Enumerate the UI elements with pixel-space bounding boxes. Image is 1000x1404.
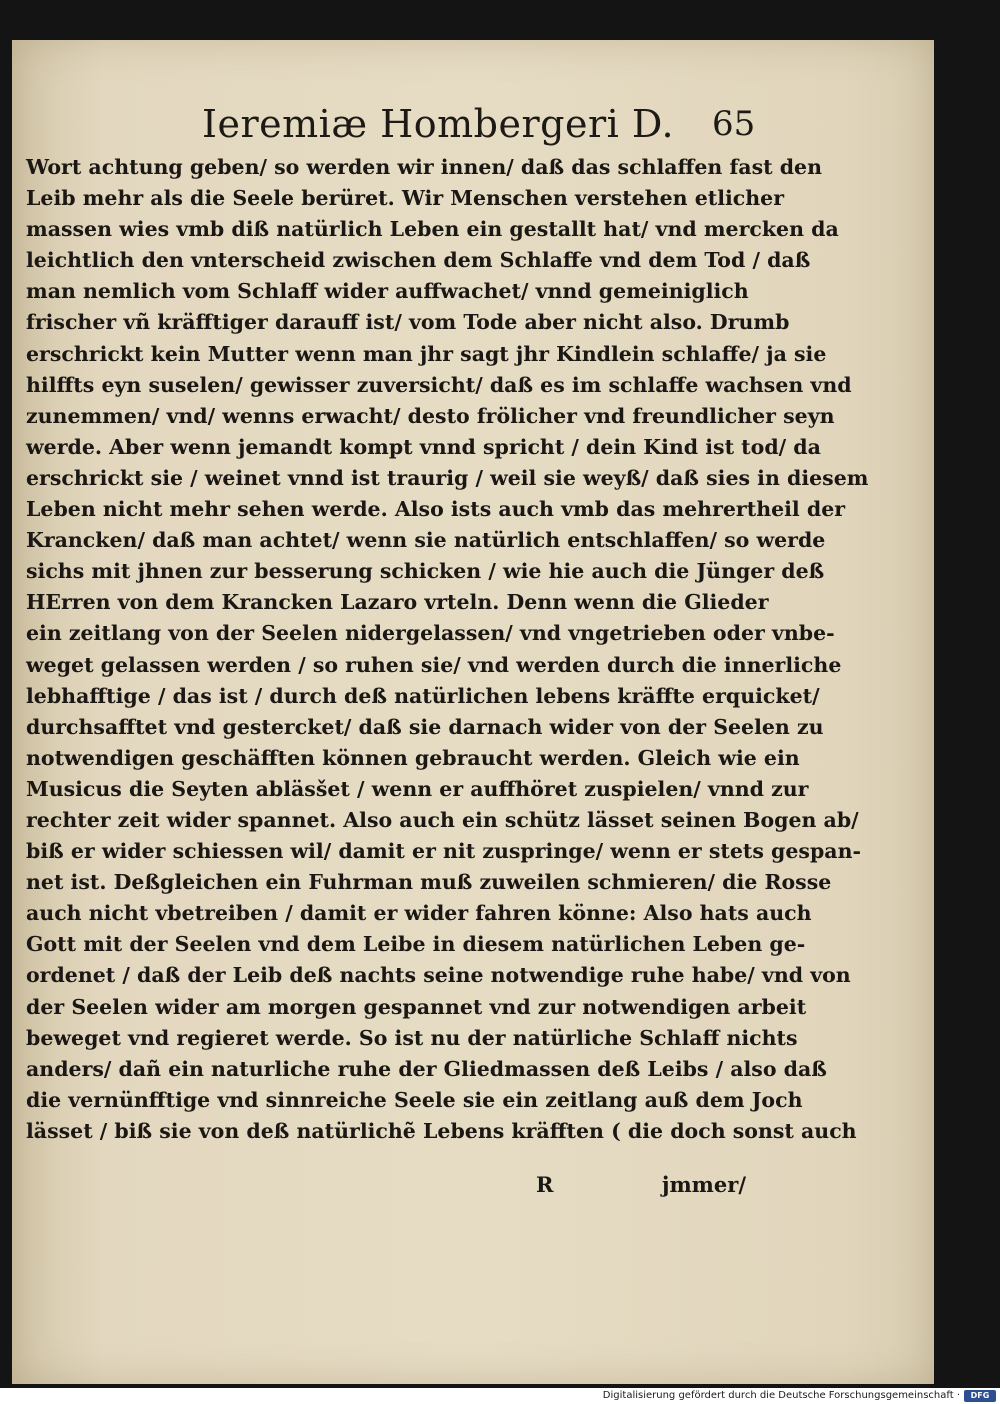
funding-credit: Digitalisierung gefördert durch die Deutsche Forschungsgemeinschaft · bbox=[602, 1390, 960, 1401]
signature-mark: R bbox=[536, 1172, 554, 1197]
text-line: net ist. Deßgleichen ein Fuhrman muß zuweilen schmieren/ die Rosse bbox=[26, 870, 832, 895]
body-text bbox=[26, 152, 869, 1147]
text-line: erschrickt kein Mutter wenn man jhr sagt jhr Kindlein schlaffe/ ja sie bbox=[26, 341, 827, 366]
text-line: zunemmen/ vnd/ wenns erwacht/ desto frölicher vnd freundlicher seyn bbox=[26, 403, 835, 428]
text-line: weget gelassen werden / so ruhen sie/ vnd werden durch die innerliche bbox=[26, 652, 842, 677]
text-line: ein zeitlang von der Seelen nidergelassen/ vnd vngetrieben oder vnbe- bbox=[26, 621, 835, 646]
text-line: Leib mehr als die Seele berüret. Wir Menschen verstehen etlicher bbox=[26, 186, 785, 211]
text-line: auch nicht vbetreiben / damit er wider fahren könne: Also hats auch bbox=[26, 901, 812, 926]
text-line: Gott mit der Seelen vnd dem Leibe in diesem natürlichen Leben ge- bbox=[26, 932, 806, 957]
text-line: massen wies vmb diß natürlich Leben ein gestallt hat/ vnd mercken da bbox=[26, 217, 839, 242]
text-line: Krancken/ daß man achtet/ wenn sie natürlich entschlaffen/ so werde bbox=[26, 528, 826, 553]
text-line: biß er wider schiessen wil/ damit er nit zuspringe/ wenn er stets gespan- bbox=[26, 839, 861, 864]
text-line: lebhafftige / das ist / durch deß natürlichen lebens kräffte erquicket/ bbox=[26, 683, 820, 708]
text-line: sichs mit jhnen zur besserung schicken / wie hie auch die Jünger deß bbox=[26, 559, 825, 584]
text-line: der Seelen wider am morgen gespannet vnd zur notwendigen arbeit bbox=[26, 994, 807, 1019]
text-line: lässet / biß sie von deß natürlichẽ Lebens kräfften ( die doch sonst auch bbox=[26, 1118, 857, 1143]
page-number: 65 bbox=[712, 104, 756, 144]
text-line: erschrickt sie / weinet vnnd ist traurig / weil sie weyß/ daß sies in diesem bbox=[26, 465, 869, 490]
text-line: werde. Aber wenn jemandt kompt vnnd spricht / dein Kind ist tod/ da bbox=[26, 434, 821, 459]
catchword-row bbox=[26, 1172, 746, 1204]
text-line: anders/ dañ ein naturliche ruhe der Gliedmassen deß Leibs / also daß bbox=[26, 1056, 827, 1081]
footer-bar bbox=[0, 1388, 1000, 1404]
text-line: Musicus die Seyten abläsšet / wenn er auffhöret zuspielen/ vnnd zur bbox=[26, 776, 809, 801]
text-line: hilffts eyn suselen/ gewisser zuversicht/ daß es im schlaffe wachsen vnd bbox=[26, 372, 852, 397]
text-line: durchsafftet vnd gestercket/ daß sie darnach wider von der Seelen zu bbox=[26, 714, 824, 739]
text-line: die vernünfftige vnd sinnreiche Seele sie ein zeitlang auß dem Joch bbox=[26, 1087, 803, 1112]
text-line: HErren von dem Krancken Lazaro vrteln. Denn wenn die Glieder bbox=[26, 590, 769, 615]
dfg-logo-icon: DFG bbox=[964, 1390, 996, 1402]
text-line: frischer vñ kräfftiger darauff ist/ vom Tode aber nicht also. Drumb bbox=[26, 310, 790, 335]
text-line: ordenet / daß der Leib deß nachts seine notwendige ruhe habe/ vnd von bbox=[26, 963, 851, 988]
text-line: leichtlich den vnterscheid zwischen dem Schlaffe vnd dem Tod / daß bbox=[26, 248, 811, 273]
text-line: man nemlich vom Schlaff wider auffwachet/ vnnd gemeiniglich bbox=[26, 279, 749, 304]
text-line: beweget vnd regieret werde. So ist nu der natürliche Schlaff nichts bbox=[26, 1025, 798, 1050]
text-line: notwendigen geschäfften können gebraucht werden. Gleich wie ein bbox=[26, 745, 800, 770]
text-line: Leben nicht mehr sehen werde. Also ists auch vmb das mehrertheil der bbox=[26, 497, 846, 522]
text-line: rechter zeit wider spannet. Also auch ein schütz lässet seinen Bogen ab/ bbox=[26, 807, 859, 832]
running-head: Ieremiæ Hombergeri D. bbox=[202, 102, 675, 146]
text-line: Wort achtung geben/ so werden wir innen/ daß das schlaffen fast den bbox=[26, 155, 822, 179]
catchword: jmmer/ bbox=[661, 1172, 746, 1197]
book-page bbox=[12, 40, 934, 1384]
